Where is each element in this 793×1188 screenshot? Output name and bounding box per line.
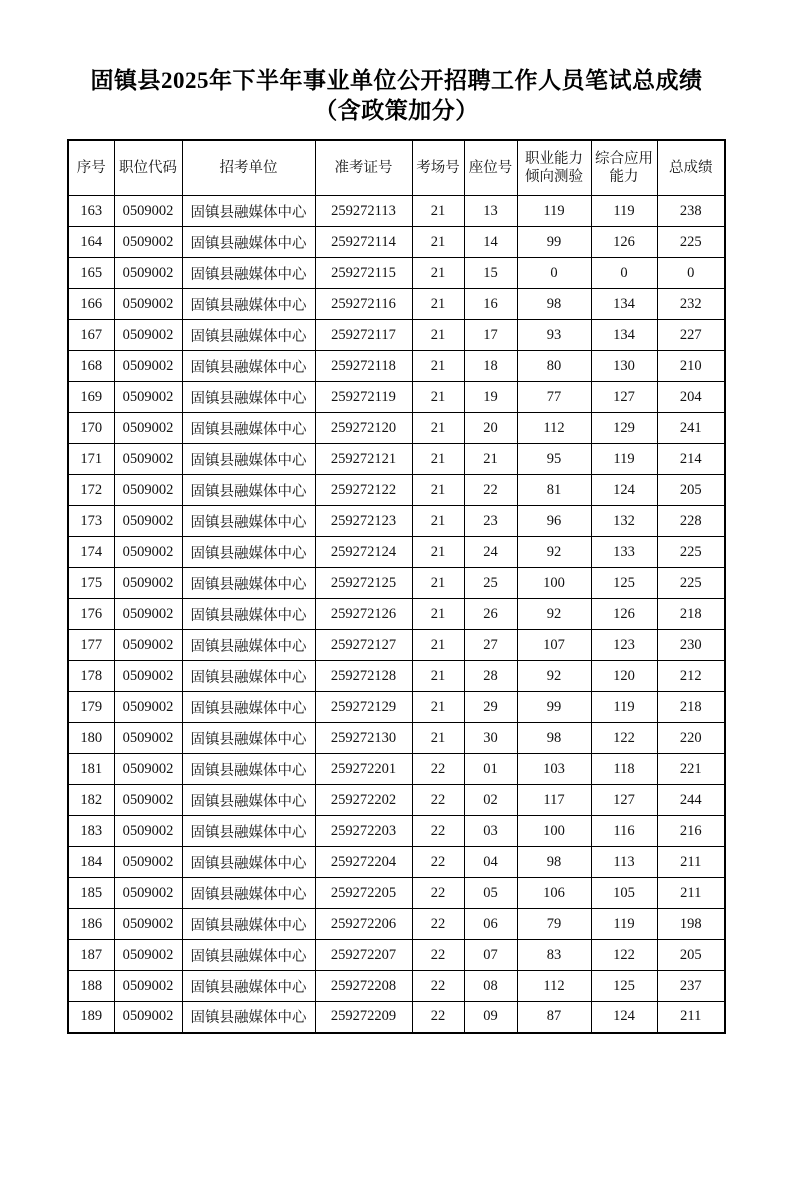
cell: 21: [412, 723, 464, 754]
cell: 0509002: [114, 258, 182, 289]
cell: 216: [657, 816, 725, 847]
cell: 0509002: [114, 537, 182, 568]
cell: 211: [657, 878, 725, 909]
cell: 21: [412, 599, 464, 630]
cell: 0509002: [114, 444, 182, 475]
cell: 30: [464, 723, 517, 754]
cell: 259272126: [315, 599, 412, 630]
cell: 112: [517, 413, 591, 444]
cell: 固镇县融媒体中心: [182, 568, 315, 599]
table-row: [68, 568, 725, 599]
cell: 0: [657, 258, 725, 289]
cell: 183: [68, 816, 114, 847]
cell: 241: [657, 413, 725, 444]
cell: 92: [517, 537, 591, 568]
cell: 220: [657, 723, 725, 754]
cell: 189: [68, 1002, 114, 1033]
cell: 79: [517, 909, 591, 940]
column-header: 序号: [68, 140, 114, 196]
cell: 132: [591, 506, 657, 537]
cell: 99: [517, 227, 591, 258]
cell: 178: [68, 661, 114, 692]
cell: 259272130: [315, 723, 412, 754]
cell: 259272122: [315, 475, 412, 506]
cell: 固镇县融媒体中心: [182, 196, 315, 227]
cell: 100: [517, 568, 591, 599]
cell: 129: [591, 413, 657, 444]
cell: 0509002: [114, 878, 182, 909]
cell: 21: [412, 630, 464, 661]
table-row: [68, 878, 725, 909]
cell: 0509002: [114, 1002, 182, 1033]
cell: 177: [68, 630, 114, 661]
cell: 固镇县融媒体中心: [182, 258, 315, 289]
cell: 173: [68, 506, 114, 537]
cell: 134: [591, 320, 657, 351]
table-row: [68, 320, 725, 351]
cell: 19: [464, 382, 517, 413]
cell: 187: [68, 940, 114, 971]
cell: 0509002: [114, 847, 182, 878]
cell: 169: [68, 382, 114, 413]
cell: 259272208: [315, 971, 412, 1002]
table-row: [68, 258, 725, 289]
cell: 21: [412, 506, 464, 537]
cell: 259272119: [315, 382, 412, 413]
cell: 05: [464, 878, 517, 909]
table-header-row: [68, 140, 725, 196]
cell: 83: [517, 940, 591, 971]
cell: 0509002: [114, 816, 182, 847]
cell: 212: [657, 661, 725, 692]
cell: 固镇县融媒体中心: [182, 816, 315, 847]
cell: 固镇县融媒体中心: [182, 754, 315, 785]
cell: 0: [591, 258, 657, 289]
cell: 119: [517, 196, 591, 227]
cell: 99: [517, 692, 591, 723]
cell: 96: [517, 506, 591, 537]
cell: 228: [657, 506, 725, 537]
cell: 238: [657, 196, 725, 227]
cell: 22: [412, 971, 464, 1002]
cell: 210: [657, 351, 725, 382]
cell: 259272115: [315, 258, 412, 289]
cell: 固镇县融媒体中心: [182, 940, 315, 971]
cell: 232: [657, 289, 725, 320]
table-row: [68, 971, 725, 1002]
cell: 固镇县融媒体中心: [182, 506, 315, 537]
cell: 127: [591, 382, 657, 413]
column-header: 综合应用能力: [591, 140, 657, 196]
table-row: [68, 661, 725, 692]
cell: 98: [517, 723, 591, 754]
cell: 09: [464, 1002, 517, 1033]
cell: 21: [412, 382, 464, 413]
column-header: 座位号: [464, 140, 517, 196]
cell: 21: [412, 289, 464, 320]
table-row: [68, 140, 725, 196]
cell: 04: [464, 847, 517, 878]
cell: 21: [412, 413, 464, 444]
cell: 80: [517, 351, 591, 382]
page-title-line2: （含政策加分）: [314, 98, 479, 124]
table-row: [68, 723, 725, 754]
table-row: [68, 227, 725, 258]
cell: 103: [517, 754, 591, 785]
cell: 21: [464, 444, 517, 475]
column-header: 总成绩: [657, 140, 725, 196]
cell: 02: [464, 785, 517, 816]
cell: 固镇县融媒体中心: [182, 909, 315, 940]
table-row: [68, 382, 725, 413]
cell: 23: [464, 506, 517, 537]
table-body: [68, 196, 725, 1033]
cell: 122: [591, 940, 657, 971]
cell: 17: [464, 320, 517, 351]
cell: 21: [412, 537, 464, 568]
cell: 179: [68, 692, 114, 723]
cell: 98: [517, 289, 591, 320]
cell: 225: [657, 568, 725, 599]
cell: 107: [517, 630, 591, 661]
cell: 259272204: [315, 847, 412, 878]
cell: 93: [517, 320, 591, 351]
cell: 198: [657, 909, 725, 940]
cell: 125: [591, 971, 657, 1002]
cell: 21: [412, 692, 464, 723]
cell: 259272206: [315, 909, 412, 940]
cell: 106: [517, 878, 591, 909]
cell: 92: [517, 661, 591, 692]
cell: 259272129: [315, 692, 412, 723]
cell: 163: [68, 196, 114, 227]
column-header: 考场号: [412, 140, 464, 196]
cell: 22: [412, 816, 464, 847]
table-row: [68, 475, 725, 506]
cell: 185: [68, 878, 114, 909]
cell: 0509002: [114, 289, 182, 320]
cell: 0509002: [114, 599, 182, 630]
cell: 259272127: [315, 630, 412, 661]
cell: 113: [591, 847, 657, 878]
cell: 21: [412, 196, 464, 227]
cell: 211: [657, 1002, 725, 1033]
cell: 固镇县融媒体中心: [182, 537, 315, 568]
cell: 119: [591, 909, 657, 940]
cell: 92: [517, 599, 591, 630]
cell: 122: [591, 723, 657, 754]
cell: 186: [68, 909, 114, 940]
table-row: [68, 537, 725, 568]
column-header: 准考证号: [315, 140, 412, 196]
cell: 218: [657, 692, 725, 723]
cell: 230: [657, 630, 725, 661]
cell: 112: [517, 971, 591, 1002]
cell: 259272114: [315, 227, 412, 258]
cell: 22: [412, 909, 464, 940]
cell: 28: [464, 661, 517, 692]
cell: 0509002: [114, 692, 182, 723]
cell: 固镇县融媒体中心: [182, 599, 315, 630]
cell: 259272205: [315, 878, 412, 909]
cell: 119: [591, 196, 657, 227]
cell: 188: [68, 971, 114, 1002]
cell: 116: [591, 816, 657, 847]
cell: 20: [464, 413, 517, 444]
column-header: 职位代码: [114, 140, 182, 196]
cell: 181: [68, 754, 114, 785]
cell: 126: [591, 599, 657, 630]
cell: 22: [412, 754, 464, 785]
cell: 119: [591, 444, 657, 475]
cell: 259272207: [315, 940, 412, 971]
cell: 固镇县融媒体中心: [182, 723, 315, 754]
cell: 0509002: [114, 630, 182, 661]
cell: 固镇县融媒体中心: [182, 785, 315, 816]
cell: 166: [68, 289, 114, 320]
cell: 固镇县融媒体中心: [182, 475, 315, 506]
cell: 227: [657, 320, 725, 351]
cell: 133: [591, 537, 657, 568]
cell: 0509002: [114, 227, 182, 258]
cell: 08: [464, 971, 517, 1002]
cell: 259272203: [315, 816, 412, 847]
cell: 259272123: [315, 506, 412, 537]
cell: 22: [412, 1002, 464, 1033]
cell: 95: [517, 444, 591, 475]
cell: 21: [412, 444, 464, 475]
cell: 259272120: [315, 413, 412, 444]
cell: 固镇县融媒体中心: [182, 878, 315, 909]
cell: 固镇县融媒体中心: [182, 289, 315, 320]
cell: 0509002: [114, 351, 182, 382]
cell: 130: [591, 351, 657, 382]
cell: 117: [517, 785, 591, 816]
cell: 127: [591, 785, 657, 816]
cell: 134: [591, 289, 657, 320]
cell: 259272113: [315, 196, 412, 227]
cell: 0509002: [114, 320, 182, 351]
cell: 221: [657, 754, 725, 785]
cell: 124: [591, 475, 657, 506]
cell: 固镇县融媒体中心: [182, 661, 315, 692]
cell: 123: [591, 630, 657, 661]
cell: 固镇县融媒体中心: [182, 630, 315, 661]
table-row: [68, 630, 725, 661]
table-row: [68, 599, 725, 630]
cell: 14: [464, 227, 517, 258]
cell: 固镇县融媒体中心: [182, 227, 315, 258]
table-row: [68, 940, 725, 971]
cell: 214: [657, 444, 725, 475]
cell: 16: [464, 289, 517, 320]
cell: 259272118: [315, 351, 412, 382]
cell: 0509002: [114, 382, 182, 413]
cell: 24: [464, 537, 517, 568]
cell: 168: [68, 351, 114, 382]
cell: 0509002: [114, 940, 182, 971]
table-row: [68, 692, 725, 723]
table-row: [68, 196, 725, 227]
cell: 211: [657, 847, 725, 878]
cell: 18: [464, 351, 517, 382]
cell: 118: [591, 754, 657, 785]
cell: 固镇县融媒体中心: [182, 692, 315, 723]
table-row: [68, 289, 725, 320]
cell: 01: [464, 754, 517, 785]
cell: 259272128: [315, 661, 412, 692]
cell: 100: [517, 816, 591, 847]
cell: 22: [464, 475, 517, 506]
score-table: [67, 139, 726, 1034]
table-row: [68, 754, 725, 785]
cell: 固镇县融媒体中心: [182, 413, 315, 444]
cell: 固镇县融媒体中心: [182, 971, 315, 1002]
cell: 0509002: [114, 971, 182, 1002]
cell: 22: [412, 847, 464, 878]
cell: 21: [412, 258, 464, 289]
cell: 218: [657, 599, 725, 630]
cell: 0: [517, 258, 591, 289]
cell: 13: [464, 196, 517, 227]
column-header: 招考单位: [182, 140, 315, 196]
cell: 119: [591, 692, 657, 723]
cell: 21: [412, 351, 464, 382]
cell: 98: [517, 847, 591, 878]
table-row: [68, 1002, 725, 1033]
cell: 182: [68, 785, 114, 816]
cell: 固镇县融媒体中心: [182, 351, 315, 382]
column-header: 职业能力倾向测验: [517, 140, 591, 196]
table-row: [68, 847, 725, 878]
cell: 205: [657, 475, 725, 506]
cell: 126: [591, 227, 657, 258]
cell: 22: [412, 878, 464, 909]
cell: 0509002: [114, 909, 182, 940]
cell: 244: [657, 785, 725, 816]
cell: 125: [591, 568, 657, 599]
cell: 21: [412, 227, 464, 258]
cell: 0509002: [114, 785, 182, 816]
cell: 259272124: [315, 537, 412, 568]
cell: 81: [517, 475, 591, 506]
cell: 固镇县融媒体中心: [182, 320, 315, 351]
cell: 259272117: [315, 320, 412, 351]
cell: 170: [68, 413, 114, 444]
cell: 124: [591, 1002, 657, 1033]
cell: 29: [464, 692, 517, 723]
cell: 27: [464, 630, 517, 661]
cell: 21: [412, 475, 464, 506]
cell: 172: [68, 475, 114, 506]
cell: 164: [68, 227, 114, 258]
cell: 165: [68, 258, 114, 289]
table-row: [68, 785, 725, 816]
page-title: [0, 66, 793, 127]
cell: 0509002: [114, 568, 182, 599]
cell: 259272202: [315, 785, 412, 816]
page-title-line1: 固镇县2025年下半年事业单位公开招聘工作人员笔试总成绩: [90, 68, 703, 93]
cell: 237: [657, 971, 725, 1002]
cell: 0509002: [114, 475, 182, 506]
table-row: [68, 816, 725, 847]
cell: 259272121: [315, 444, 412, 475]
cell: 07: [464, 940, 517, 971]
cell: 固镇县融媒体中心: [182, 1002, 315, 1033]
cell: 175: [68, 568, 114, 599]
cell: 21: [412, 320, 464, 351]
cell: 259272116: [315, 289, 412, 320]
cell: 171: [68, 444, 114, 475]
cell: 0509002: [114, 754, 182, 785]
cell: 0509002: [114, 723, 182, 754]
cell: 15: [464, 258, 517, 289]
cell: 259272125: [315, 568, 412, 599]
cell: 225: [657, 537, 725, 568]
cell: 固镇县融媒体中心: [182, 444, 315, 475]
table-row: [68, 413, 725, 444]
table-row: [68, 909, 725, 940]
table-row: [68, 506, 725, 537]
cell: 205: [657, 940, 725, 971]
cell: 0509002: [114, 196, 182, 227]
cell: 22: [412, 940, 464, 971]
cell: 固镇县融媒体中心: [182, 382, 315, 413]
table-row: [68, 351, 725, 382]
cell: 25: [464, 568, 517, 599]
cell: 21: [412, 661, 464, 692]
cell: 259272209: [315, 1002, 412, 1033]
cell: 167: [68, 320, 114, 351]
cell: 204: [657, 382, 725, 413]
cell: 120: [591, 661, 657, 692]
cell: 105: [591, 878, 657, 909]
table-row: [68, 444, 725, 475]
cell: 184: [68, 847, 114, 878]
cell: 21: [412, 568, 464, 599]
cell: 225: [657, 227, 725, 258]
cell: 26: [464, 599, 517, 630]
cell: 174: [68, 537, 114, 568]
cell: 87: [517, 1002, 591, 1033]
cell: 259272201: [315, 754, 412, 785]
cell: 176: [68, 599, 114, 630]
cell: 03: [464, 816, 517, 847]
cell: 0509002: [114, 506, 182, 537]
cell: 77: [517, 382, 591, 413]
cell: 180: [68, 723, 114, 754]
cell: 06: [464, 909, 517, 940]
cell: 0509002: [114, 413, 182, 444]
cell: 0509002: [114, 661, 182, 692]
cell: 22: [412, 785, 464, 816]
cell: 固镇县融媒体中心: [182, 847, 315, 878]
